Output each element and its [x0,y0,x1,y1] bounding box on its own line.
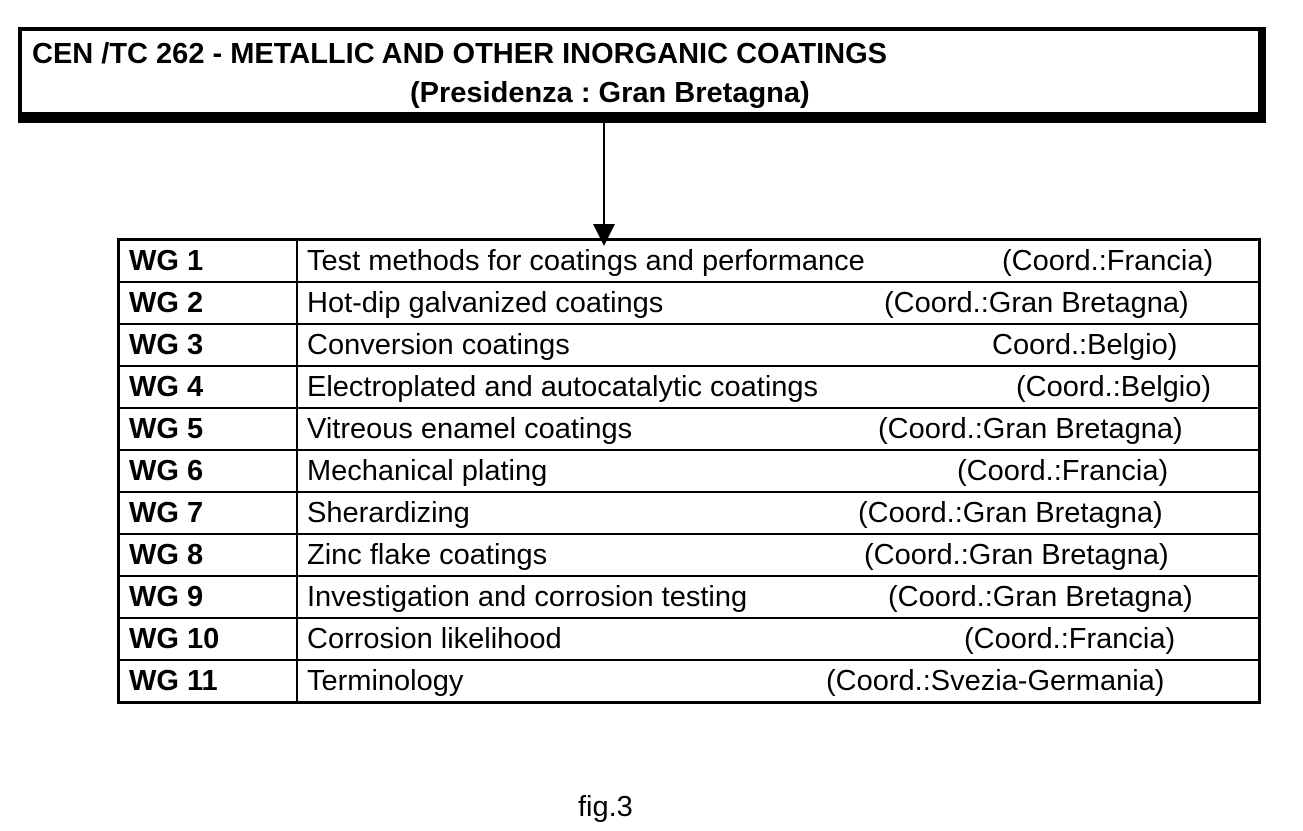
wg-code: WG 1 [129,245,204,277]
wg-activity: Electroplated and autocatalytic coatings [307,371,819,403]
wg-code-cell [119,660,298,703]
wg-activity: Sherardizing [307,497,470,529]
wg-coordinator: Coord.:Belgio) [992,329,1178,361]
wg-code: WG 9 [129,581,204,613]
wg-coordinator: (Coord.:Gran Bretagna) [864,539,1169,571]
wg-code: WG 2 [129,287,204,319]
wg-activity: Vitreous enamel coatings [307,413,633,445]
wg-coordinator: (Coord.:Gran Bretagna) [878,413,1183,445]
working-groups-table [117,238,1261,704]
wg-code: WG 5 [129,413,204,445]
wg-code-cell [119,324,298,366]
wg-activity: Test methods for coatings and performance [307,245,865,277]
wg-code-cell [119,282,298,324]
wg-code-cell [119,450,298,492]
table-row [119,576,1260,618]
wg-coordinator: (Coord.:Francia) [957,455,1169,487]
wg-activity: Zinc flake coatings [307,539,548,571]
connector-line [603,120,605,228]
wg-code: WG 11 [129,665,218,697]
wg-detail-cell [297,408,1260,450]
wg-activity: Investigation and corrosion testing [307,581,748,613]
wg-code-cell [119,618,298,660]
wg-detail-cell [297,534,1260,576]
wg-code-cell [119,576,298,618]
wg-detail-cell [297,366,1260,408]
wg-code-cell [119,408,298,450]
wg-coordinator: (Coord.:Francia) [964,623,1176,655]
table-row [119,408,1260,450]
wg-code-cell [119,534,298,576]
wg-coordinator: (Coord.:Belgio) [1016,371,1212,403]
committee-chair: (Presidenza : Gran Bretagna) [410,77,810,109]
table-row [119,534,1260,576]
table-row [119,240,1260,283]
wg-detail-cell [297,282,1260,324]
wg-coordinator: (Coord.:Gran Bretagna) [888,581,1193,613]
wg-activity: Mechanical plating [307,455,548,487]
table-row [119,324,1260,366]
wg-code-cell [119,240,298,283]
wg-activity: Conversion coatings [307,329,570,361]
table-row [119,492,1260,534]
wg-activity: Corrosion likelihood [307,623,562,655]
figure-caption: fig.3 [578,791,633,823]
wg-code: WG 7 [129,497,204,529]
table-row [119,660,1260,703]
wg-code: WG 3 [129,329,204,361]
wg-detail-cell [297,618,1260,660]
committee-header-box [18,27,1266,123]
wg-code: WG 10 [129,623,220,655]
wg-coordinator: (Coord.:Francia) [1002,245,1214,277]
wg-detail-cell [297,660,1260,703]
wg-detail-cell [297,240,1260,283]
table-row [119,366,1260,408]
table-row [119,282,1260,324]
wg-code-cell [119,366,298,408]
wg-code: WG 8 [129,539,204,571]
table-row [119,450,1260,492]
wg-activity: Terminology [307,665,464,697]
wg-activity: Hot-dip galvanized coatings [307,287,664,319]
wg-coordinator: (Coord.:Gran Bretagna) [884,287,1189,319]
wg-code-cell [119,492,298,534]
wg-detail-cell [297,324,1260,366]
wg-detail-cell [297,492,1260,534]
wg-code: WG 6 [129,455,204,487]
wg-detail-cell [297,576,1260,618]
wg-detail-cell [297,450,1260,492]
committee-title: CEN /TC 262 - METALLIC AND OTHER INORGANIC COATINGS [32,38,887,70]
table-row [119,618,1260,660]
wg-code: WG 4 [129,371,204,403]
wg-coordinator: (Coord.:Gran Bretagna) [858,497,1163,529]
wg-coordinator: (Coord.:Svezia-Germania) [826,665,1165,697]
